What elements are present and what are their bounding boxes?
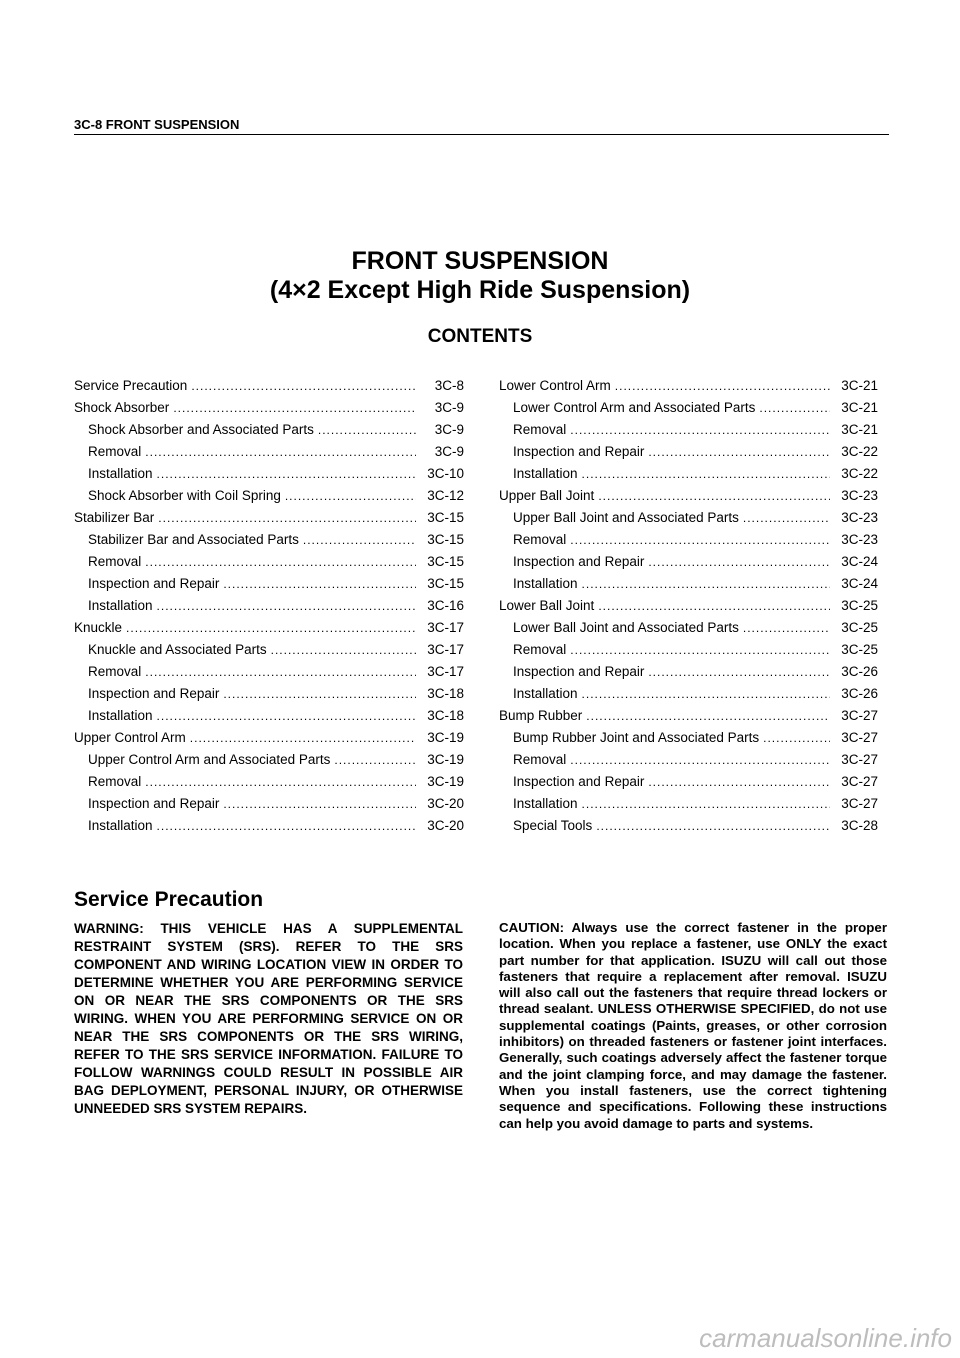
toc-leader-dots	[596, 819, 830, 833]
toc-entry	[499, 554, 878, 576]
toc-entry-page: 3C-25	[841, 598, 878, 613]
warning-text: WARNING: THIS VEHICLE HAS A SUPPLEMENTAL RESTRAINT SYSTEM (SRS). REFER TO THE SRS COMPONENT AND WIRING LOCATION VIEW IN ORDER TO DETERMINE WHETHER YOU ARE PERFORMING SERVICE ON OR NEAR THE SRS COMPONENTS OR THE SRS WIRING. WHEN YOU ARE PERFORMING SERVICE ON OR NEAR THE SRS COMPONENTS OR THE SRS WIRING, REFER TO THE SRS SERVICE INFORMATION. FAILURE TO FOLLOW WARNINGS COULD RESULT IN POSSIBLE AIR BAG DEPLOYMENT, PERSONAL INJURY, OR OTHERWISE UNNEEDED SRS SYSTEM REPAIRS.	[74, 921, 463, 1116]
toc-left-column	[74, 378, 464, 840]
toc-entry-page: 3C-28	[841, 818, 878, 833]
toc-entry-page: 3C-27	[841, 730, 878, 745]
toc-entry-label: Removal	[88, 774, 142, 789]
toc-entry-page: 3C-21	[841, 400, 878, 415]
toc-entry-label: Service Precaution	[74, 378, 188, 393]
toc-leader-dots	[158, 511, 416, 525]
toc-entry-page: 3C-9	[434, 400, 464, 415]
toc-entry-page: 3C-17	[427, 664, 464, 679]
toc-entry	[74, 400, 464, 422]
toc-entry	[74, 444, 464, 466]
toc-entry	[499, 444, 878, 466]
toc-leader-dots	[570, 753, 830, 767]
toc-entry-page: 3C-25	[841, 642, 878, 657]
toc-leader-dots	[648, 445, 830, 459]
toc-entry-page: 3C-21	[841, 422, 878, 437]
toc-entry-page: 3C-27	[841, 796, 878, 811]
toc-entry-page: 3C-12	[427, 488, 464, 503]
toc-entry	[499, 730, 878, 752]
toc-entry	[74, 774, 464, 796]
toc-leader-dots	[223, 577, 416, 591]
toc-entry	[499, 422, 878, 444]
caution-text: CAUTION: Always use the correct fastener in the proper location. When you replace a fastener, use ONLY the exact part number for that application. ISUZU will call out those fasteners that require a replacement after removal. ISUZU will also call out the fasteners that require thread lockers or thread sealant. UNLESS OTHERWISE SPECIFIED, do not use supplemental coatings (Paints, greases, or other corrosion inhibitors) on threaded fasteners or fastener joint interfaces. Generally, such coatings adversely affect the fastener torque and the joint clamping force, and may damage the fastener. When you install fasteners, use the correct tightening sequence and specifications. Following these instructions can help you avoid damage to parts and systems.	[499, 920, 887, 1131]
toc-entry-label: Removal	[88, 664, 142, 679]
toc-entry-page: 3C-16	[427, 598, 464, 613]
toc-right-column	[499, 378, 878, 840]
toc-leader-dots	[570, 423, 830, 437]
toc-entry-page: 3C-19	[427, 774, 464, 789]
toc-leader-dots	[582, 577, 830, 591]
toc-leader-dots	[145, 665, 416, 679]
toc-entry-page: 3C-20	[427, 818, 464, 833]
toc-entry-label: Installation	[88, 708, 153, 723]
toc-entry	[74, 554, 464, 576]
toc-entry	[74, 642, 464, 664]
toc-entry	[74, 708, 464, 730]
toc-leader-dots	[615, 379, 830, 393]
toc-entry-label: Removal	[513, 422, 567, 437]
toc-entry-label: Upper Control Arm	[74, 730, 186, 745]
toc-entry-page: 3C-18	[427, 708, 464, 723]
toc-entry-label: Lower Ball Joint	[499, 598, 595, 613]
toc-entry-label: Bump Rubber	[499, 708, 583, 723]
toc-entry-label: Installation	[513, 796, 578, 811]
toc-entry-label: Installation	[513, 466, 578, 481]
toc-leader-dots	[190, 731, 416, 745]
toc-entry-label: Removal	[88, 444, 142, 459]
toc-leader-dots	[586, 709, 830, 723]
toc-leader-dots	[191, 379, 416, 393]
toc-entry-label: Installation	[513, 686, 578, 701]
toc-entry-page: 3C-23	[841, 488, 878, 503]
toc-entry-page: 3C-19	[427, 730, 464, 745]
toc-entry-label: Special Tools	[513, 818, 593, 833]
toc-entry-page: 3C-22	[841, 466, 878, 481]
toc-entry-page: 3C-19	[427, 752, 464, 767]
toc-entry-page: 3C-8	[434, 378, 464, 393]
toc-entry	[74, 664, 464, 686]
toc-entry	[74, 730, 464, 752]
toc-entry-page: 3C-9	[434, 422, 464, 437]
toc-entry	[74, 752, 464, 774]
toc-entry	[499, 576, 878, 598]
toc-entry-page: 3C-15	[427, 510, 464, 525]
toc-leader-dots	[157, 709, 416, 723]
toc-leader-dots	[157, 819, 416, 833]
toc-entry-page: 3C-18	[427, 686, 464, 701]
toc-entry	[499, 752, 878, 774]
toc-leader-dots	[648, 775, 830, 789]
toc-entry	[74, 488, 464, 510]
toc-entry-page: 3C-17	[427, 642, 464, 657]
toc-leader-dots	[145, 445, 416, 459]
toc-entry-label: Knuckle and Associated Parts	[88, 642, 267, 657]
toc-entry-label: Removal	[513, 532, 567, 547]
toc-leader-dots	[126, 621, 416, 635]
toc-entry-label: Removal	[513, 752, 567, 767]
toc-entry-label: Upper Ball Joint and Associated Parts	[513, 510, 739, 525]
toc-leader-dots	[173, 401, 416, 415]
toc-entry-page: 3C-15	[427, 532, 464, 547]
toc-entry	[499, 708, 878, 730]
toc-entry	[499, 686, 878, 708]
toc-entry-label: Removal	[88, 554, 142, 569]
toc-entry-page: 3C-15	[427, 576, 464, 591]
toc-entry	[74, 796, 464, 818]
toc-leader-dots	[271, 643, 416, 657]
toc-entry-page: 3C-25	[841, 620, 878, 635]
page-header: 3C-8 FRONT SUSPENSION	[74, 117, 889, 135]
toc-entry	[499, 620, 878, 642]
toc-leader-dots	[582, 467, 830, 481]
toc-entry	[499, 818, 878, 840]
toc-entry-page: 3C-10	[427, 466, 464, 481]
toc-entry	[74, 598, 464, 620]
toc-entry-page: 3C-23	[841, 532, 878, 547]
toc-entry	[499, 642, 878, 664]
toc-entry-page: 3C-24	[841, 576, 878, 591]
toc-entry-page: 3C-22	[841, 444, 878, 459]
toc-leader-dots	[743, 511, 830, 525]
toc-entry	[74, 422, 464, 444]
toc-leader-dots	[157, 467, 416, 481]
toc-entry-page: 3C-17	[427, 620, 464, 635]
toc-entry-label: Bump Rubber Joint and Associated Parts	[513, 730, 760, 745]
toc-entry-label: Upper Control Arm and Associated Parts	[88, 752, 331, 767]
toc-entry-page: 3C-23	[841, 510, 878, 525]
toc-entry-label: Inspection and Repair	[88, 576, 220, 591]
toc-entry	[74, 686, 464, 708]
toc-entry	[74, 466, 464, 488]
toc-entry-label: Stabilizer Bar and Associated Parts	[88, 532, 299, 547]
toc-leader-dots	[759, 401, 830, 415]
toc-leader-dots	[303, 533, 416, 547]
toc-entry-label: Shock Absorber with Coil Spring	[88, 488, 281, 503]
toc-entry-page: 3C-20	[427, 796, 464, 811]
toc-entry-label: Inspection and Repair	[88, 796, 220, 811]
toc-entry-label: Inspection and Repair	[513, 774, 645, 789]
toc-leader-dots	[648, 555, 830, 569]
toc-entry	[74, 510, 464, 532]
toc-entry	[499, 532, 878, 554]
document-subtitle: (4×2 Except High Ride Suspension)	[269, 276, 691, 304]
toc-entry-page: 3C-27	[841, 752, 878, 767]
toc-entry-label: Shock Absorber	[74, 400, 170, 415]
toc-entry-page: 3C-9	[434, 444, 464, 459]
toc-entry-label: Installation	[513, 576, 578, 591]
toc-entry-label: Lower Ball Joint and Associated Parts	[513, 620, 739, 635]
toc-leader-dots	[157, 599, 416, 613]
toc-entry-label: Inspection and Repair	[513, 664, 645, 679]
toc-entry-label: Installation	[88, 598, 153, 613]
toc-entry	[74, 620, 464, 642]
toc-entry	[499, 796, 878, 818]
toc-entry-label: Installation	[88, 466, 153, 481]
toc-leader-dots	[582, 687, 830, 701]
toc-entry	[499, 378, 878, 400]
toc-entry-label: Shock Absorber and Associated Parts	[88, 422, 314, 437]
toc-leader-dots	[285, 489, 416, 503]
toc-entry	[74, 532, 464, 554]
toc-entry-label: Inspection and Repair	[88, 686, 220, 701]
document-title: FRONT SUSPENSION	[351, 247, 609, 275]
toc-leader-dots	[598, 599, 830, 613]
toc-entry	[74, 576, 464, 598]
toc-leader-dots	[334, 753, 416, 767]
toc-leader-dots	[763, 731, 830, 745]
toc-entry-page: 3C-26	[841, 664, 878, 679]
toc-leader-dots	[648, 665, 830, 679]
toc-leader-dots	[570, 533, 830, 547]
toc-leader-dots	[582, 797, 830, 811]
section-heading: Service Precaution	[74, 888, 264, 911]
toc-entry	[74, 378, 464, 400]
watermark: carmanualsonline.info	[699, 1323, 952, 1353]
toc-entry-label: Inspection and Repair	[513, 444, 645, 459]
toc-entry-label: Removal	[513, 642, 567, 657]
toc-entry-page: 3C-15	[427, 554, 464, 569]
toc-entry-label: Lower Control Arm and Associated Parts	[513, 400, 756, 415]
toc-entry	[499, 664, 878, 686]
toc-leader-dots	[145, 555, 416, 569]
toc-leader-dots	[223, 797, 416, 811]
toc-entry	[499, 510, 878, 532]
toc-entry-page: 3C-24	[841, 554, 878, 569]
toc-leader-dots	[743, 621, 830, 635]
toc-entry	[499, 400, 878, 422]
toc-entry-page: 3C-27	[841, 774, 878, 789]
toc-entry-label: Upper Ball Joint	[499, 488, 595, 503]
toc-leader-dots	[145, 775, 416, 789]
toc-entry	[74, 818, 464, 840]
toc-entry-label: Installation	[88, 818, 153, 833]
toc-entry-page: 3C-27	[841, 708, 878, 723]
toc-entry-label: Knuckle	[74, 620, 123, 635]
toc-entry-page: 3C-21	[841, 378, 878, 393]
contents-heading: CONTENTS	[427, 326, 533, 347]
toc-leader-dots	[570, 643, 830, 657]
toc-entry-label: Stabilizer Bar	[74, 510, 155, 525]
toc-entry	[499, 466, 878, 488]
toc-leader-dots	[598, 489, 830, 503]
toc-entry-label: Lower Control Arm	[499, 378, 611, 393]
toc-entry	[499, 598, 878, 620]
toc-entry-page: 3C-26	[841, 686, 878, 701]
toc-entry	[499, 488, 878, 510]
toc-leader-dots	[318, 423, 416, 437]
toc-entry-label: Inspection and Repair	[513, 554, 645, 569]
toc-leader-dots	[223, 687, 416, 701]
toc-entry	[499, 774, 878, 796]
